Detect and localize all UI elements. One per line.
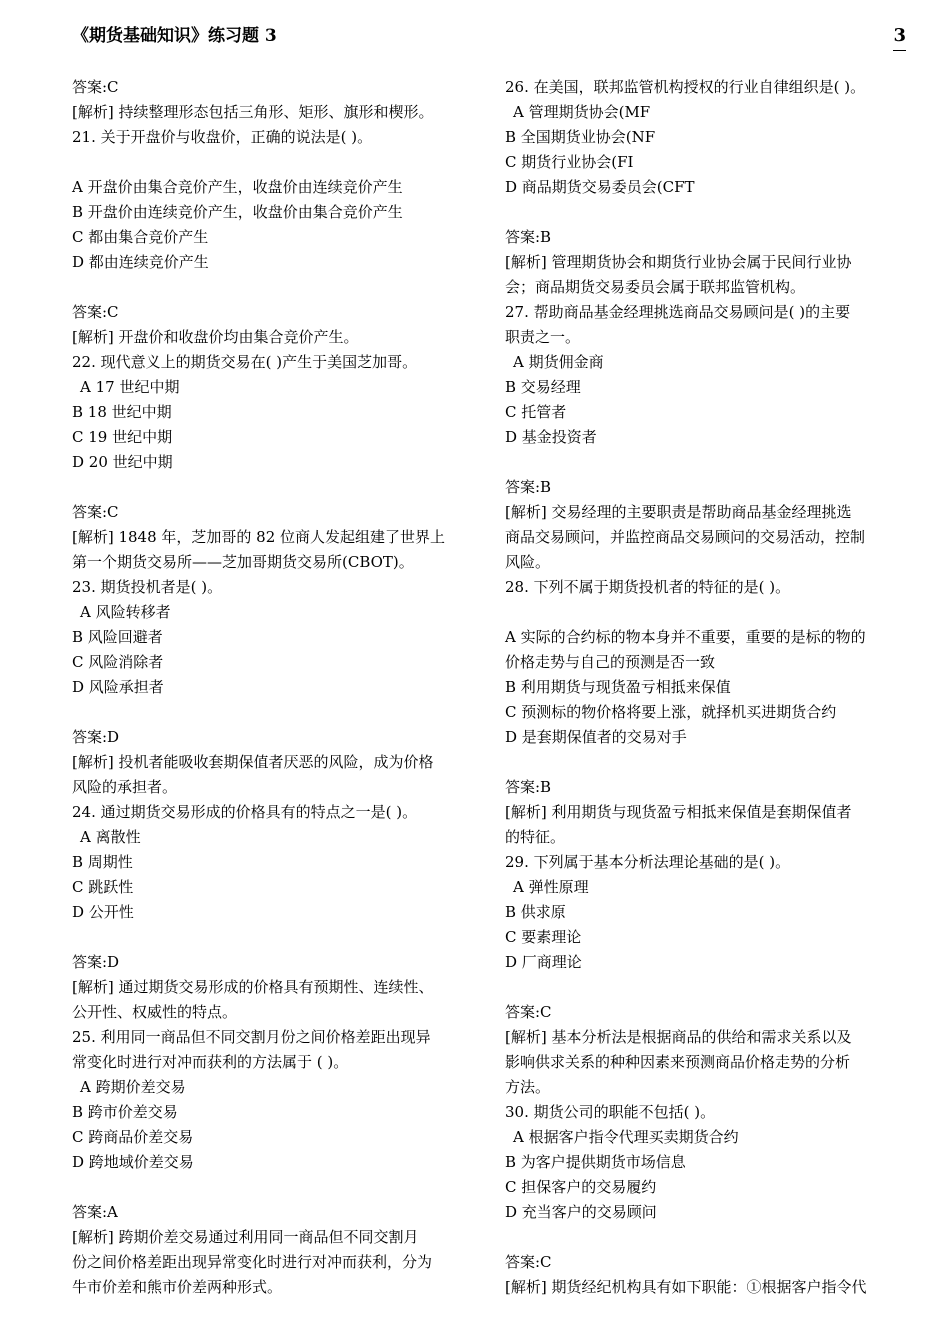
answer-line: 答案:A [72,1203,118,1221]
text-line: 公开性、权威性的特点。 [72,1003,238,1021]
explanation-line: [解析] 期货经纪机构具有如下职能：①根据客户指令代 [505,1278,867,1296]
blank-line [505,600,909,625]
option-line: C 都由集合竞价产生 [72,228,209,246]
option-line: D 公开性 [72,903,134,921]
option-line: D 基金投资者 [505,428,597,446]
option-line: D 商品期货交易委员会(CFT [505,178,695,196]
answer-line: 答案:B [505,778,552,796]
option-line: B 为客户提供期货市场信息 [505,1153,686,1171]
option-line: C 托管者 [505,403,567,421]
blank-line [72,700,474,725]
answer-line: 答案:D [72,953,120,971]
explanation-line: [解析] 基本分析法是根据商品的供给和需求关系以及 [505,1028,852,1046]
text-line: 影响供求关系的种种因素来预测商品价格走势的分析 [505,1053,851,1071]
answer-line: 答案:C [72,503,119,521]
explanation-line: [解析] 管理期货协会和期货行业协会属于民间行业协 [505,253,852,271]
option-line: D 充当客户的交易顾问 [505,1203,657,1221]
question-line: 23. 期货投机者是( )。 [72,578,223,596]
right-column [505,75,909,1300]
option-line: A 风险转移者 [80,603,171,621]
blank-line [505,200,909,225]
text-line: 会；商品期货交易委员会属于联邦监管机构。 [505,278,806,296]
question-line: 27. 帮助商品基金经理挑选商品交易顾问是( )的主要 [505,303,851,321]
text-line: 风险。 [505,553,551,571]
blank-line [505,450,909,475]
option-line: B 全国期货业协会(NF [505,128,656,146]
option-line: A 根据客户指令代理买卖期货合约 [513,1128,739,1146]
blank-line [72,275,474,300]
explanation-line: [解析] 投机者能吸收套期保值者厌恶的风险，成为价格 [72,753,434,771]
option-line: B 开盘价由连续竞价产生，收盘价由集合竞价产生 [72,203,403,221]
question-line: 21. 关于开盘价与收盘价，正确的说法是( )。 [72,128,373,146]
option-line: C 预测标的物价格将要上涨，就择机买进期货合约 [505,703,837,721]
option-line: A 期货佣金商 [513,353,604,371]
text-line: 职责之一。 [505,328,581,346]
text-line: 价格走势与自己的预测是否一致 [505,653,716,671]
answer-line: 答案:C [505,1003,552,1021]
text-line: 方法。 [505,1078,551,1096]
option-line: C 跳跃性 [72,878,134,896]
answer-line: 答案:C [72,78,119,96]
blank-line [72,925,474,950]
question-line: 24. 通过期货交易形成的价格具有的特点之一是( )。 [72,803,418,821]
page-number: 3 [893,22,906,51]
option-line: B 风险回避者 [72,628,163,646]
blank-line [72,1175,474,1200]
explanation-line: [解析] 跨期价差交易通过利用同一商品但不同交割月 [72,1228,419,1246]
document-title: 《期货基础知识》练习题 3 [72,26,277,46]
option-line: A 管理期货协会(MF [513,103,651,121]
text-line: 常变化时进行对冲而获利的方法属于 ( )。 [72,1053,349,1071]
option-line: B 周期性 [72,853,133,871]
blank-line [72,150,474,175]
option-line: A 离散性 [80,828,141,846]
blank-line [505,1225,909,1250]
option-line: D 20 世纪中期 [72,453,173,471]
option-line: D 厂商理论 [505,953,582,971]
option-line: A 17 世纪中期 [80,378,180,396]
option-line: D 是套期保值者的交易对手 [505,728,687,746]
text-line: 的特征。 [505,828,566,846]
option-line: B 交易经理 [505,378,581,396]
answer-line: 答案:C [505,1253,552,1271]
option-line: A 实际的合约标的物本身并不重要，重要的是标的物的 [505,628,866,646]
option-line: C 跨商品价差交易 [72,1128,194,1146]
option-line: D 跨地域价差交易 [72,1153,194,1171]
option-line: C 期货行业协会(FI [505,153,634,171]
question-line: 28. 下列不属于期货投机者的特征的是( )。 [505,578,791,596]
option-line: B 利用期货与现货盈亏相抵来保值 [505,678,731,696]
blank-line [505,975,909,1000]
answer-line: 答案:B [505,478,552,496]
text-line: 商品交易顾问，并监控商品交易顾问的交易活动，控制 [505,528,866,546]
option-line: A 跨期价差交易 [80,1078,186,1096]
option-line: A 开盘价由集合竞价产生，收盘价由连续竞价产生 [72,178,403,196]
text-line: 牛市价差和熊市价差两种形式。 [72,1278,283,1296]
option-line: D 风险承担者 [72,678,164,696]
question-line: 30. 期货公司的职能不包括( )。 [505,1103,716,1121]
blank-line [505,750,909,775]
blank-line [72,475,474,500]
option-line: D 都由连续竞价产生 [72,253,209,271]
explanation-line: [解析] 交易经理的主要职责是帮助商品基金经理挑选 [505,503,852,521]
explanation-line: [解析] 1848 年，芝加哥的 82 位商人发起组建了世界上 [72,528,446,546]
option-line: C 风险消除者 [72,653,164,671]
question-line: 29. 下列属于基本分析法理论基础的是( )。 [505,853,791,871]
question-line: 22. 现代意义上的期货交易在( )产生于美国芝加哥。 [72,353,418,371]
answer-line: 答案:C [72,303,119,321]
text-line: 风险的承担者。 [72,778,178,796]
page-header [72,22,906,52]
option-line: C 19 世纪中期 [72,428,173,446]
option-line: B 跨市价差交易 [72,1103,178,1121]
answer-line: 答案:B [505,228,552,246]
explanation-line: [解析] 利用期货与现货盈亏相抵来保值是套期保值者 [505,803,852,821]
option-line: B 18 世纪中期 [72,403,172,421]
option-line: C 要素理论 [505,928,582,946]
text-line: 份之间价格差距出现异常变化时进行对冲而获利，分为 [72,1253,433,1271]
explanation-line: [解析] 通过期货交易形成的价格具有预期性、连续性、 [72,978,434,996]
explanation-line: [解析] 持续整理形态包括三角形、矩形、旗形和楔形。 [72,103,434,121]
option-line: B 供求原 [505,903,566,921]
left-column [72,75,474,1300]
question-line: 25. 利用同一商品但不同交割月份之间价格差距出现异 [72,1028,431,1046]
explanation-line: [解析] 开盘价和收盘价均由集合竞价产生。 [72,328,359,346]
text-line: 第一个期货交易所——芝加哥期货交易所(CBOT)。 [72,553,414,571]
question-line: 26. 在美国，联邦监管机构授权的行业自律组织是( )。 [505,78,866,96]
option-line: C 担保客户的交易履约 [505,1178,657,1196]
answer-line: 答案:D [72,728,120,746]
option-line: A 弹性原理 [513,878,589,896]
